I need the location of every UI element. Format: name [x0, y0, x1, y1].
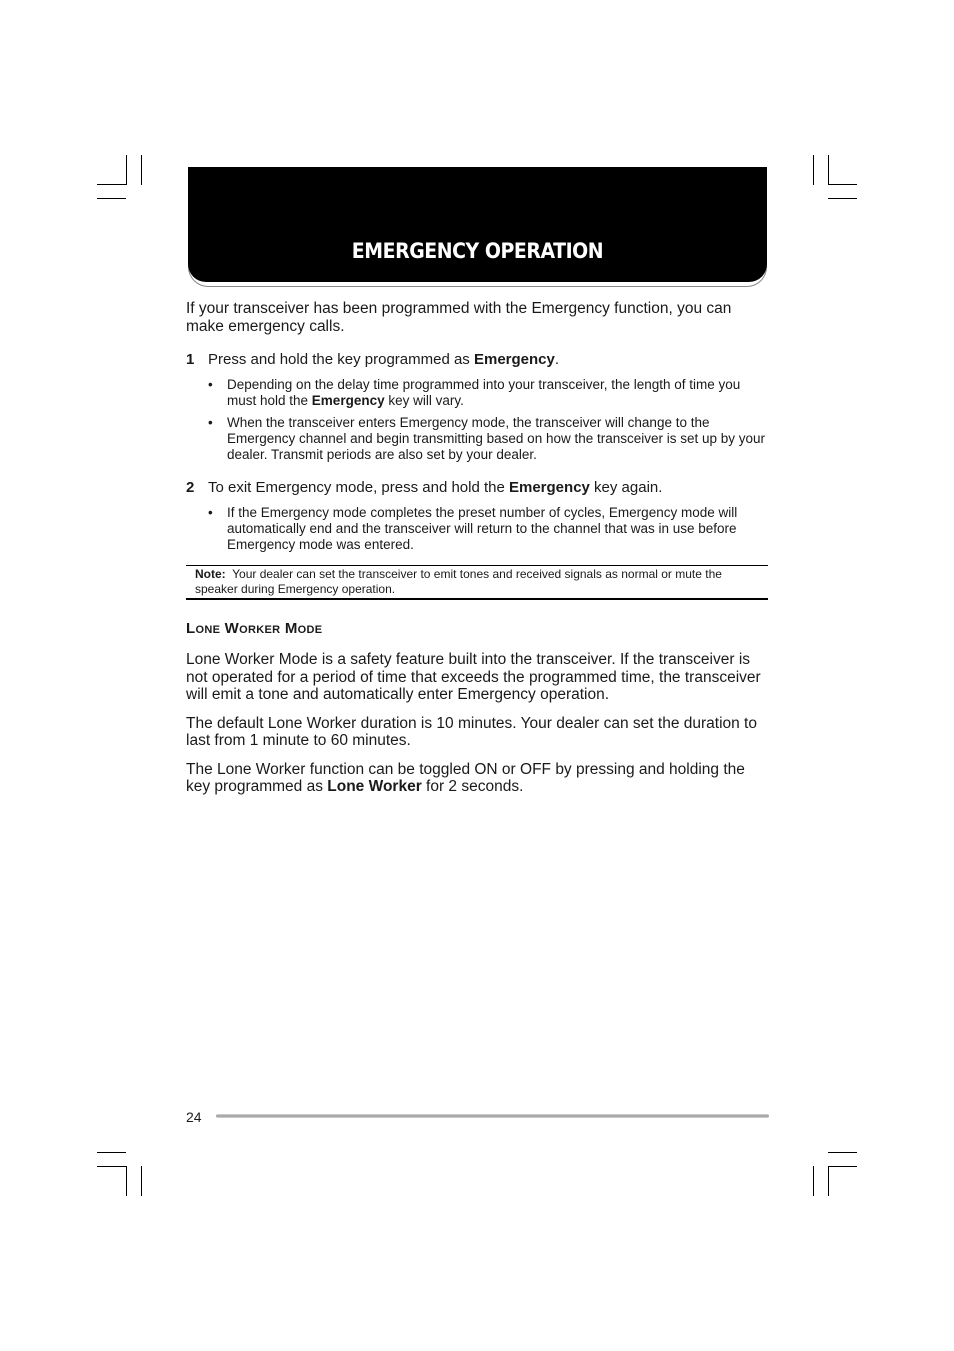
bullet-text: Depending on the delay time programmed into your transceiver, the length of time you must hold the [227, 377, 741, 408]
step-instruction [208, 479, 662, 496]
section-paragraph [186, 715, 768, 750]
step-number: 1 [186, 351, 195, 368]
section-paragraph [186, 761, 768, 796]
paragraph-text: The default Lone Worker duration is 10 minutes. Your dealer can set the duration to last from 1 minute to 60 minutes. [186, 714, 757, 749]
bullet-icon: • [208, 415, 213, 430]
bullet-item [208, 415, 768, 463]
step-2 [186, 479, 768, 496]
step-text-end: key again. [589, 479, 663, 496]
bullet-icon: • [208, 377, 213, 392]
bullet-icon: • [208, 505, 213, 520]
note-box [186, 565, 768, 600]
bullet-bold: Emergency [311, 393, 385, 408]
page-number: 24 [186, 1109, 202, 1125]
step-bold: Emergency [473, 351, 555, 368]
note-text: Your dealer can set the transceiver to emit tones and received signals as normal or mute the speaker during Emergency operation. [195, 567, 722, 596]
section-paragraph [186, 651, 768, 704]
paragraph-bold: Lone Worker [327, 778, 422, 795]
step-text-end: . [554, 351, 560, 368]
step-bullets [208, 505, 768, 553]
chapter-banner [188, 167, 767, 282]
page-title: EMERGENCY OPERATION [351, 239, 604, 263]
paragraph-text-end: for 2 seconds. [421, 778, 524, 795]
footer-rule [216, 1114, 769, 1118]
bullet-text-end: key will vary. [384, 393, 464, 408]
bullet-text: When the transceiver enters Emergency mode, the transceiver will change to the Emergency channel and begin transmitting based on how the transceiver is set up by your dealer. Transmit periods are also set by your dealer. [227, 415, 766, 462]
step-bullets [208, 377, 768, 463]
bullet-text: If the Emergency mode completes the preset number of cycles, Emergency mode will automatically end and the transceiver will return to the channel that was in use before Emergency mode was entered. [227, 505, 738, 552]
main-content [186, 300, 768, 807]
step-instruction [208, 351, 559, 368]
step-text: Press and hold the key programmed as [208, 351, 474, 368]
note-label: Note: [195, 567, 226, 581]
bullet-item [208, 377, 768, 409]
paragraph-text: The Lone Worker function can be toggled ON or OFF by pressing and holding the key programmed as [186, 760, 745, 795]
steps-list [186, 351, 768, 553]
step-number: 2 [186, 479, 195, 496]
intro-paragraph: If your transceiver has been programmed with the Emergency function, you can make emergency calls. [186, 300, 732, 335]
section-heading: Lone Worker Mode [186, 620, 323, 637]
paragraph-text: Lone Worker Mode is a safety feature built into the transceiver. If the transceiver is not operated for a period of time that exceeds the programmed time, the transceiver will emit a tone and automatically enter Emergency operation. [186, 651, 761, 703]
step-bold: Emergency [509, 479, 590, 496]
bullet-item [208, 505, 768, 553]
step-1 [186, 351, 768, 368]
step-text: To exit Emergency mode, press and hold the [208, 479, 509, 496]
section-body [186, 651, 768, 796]
